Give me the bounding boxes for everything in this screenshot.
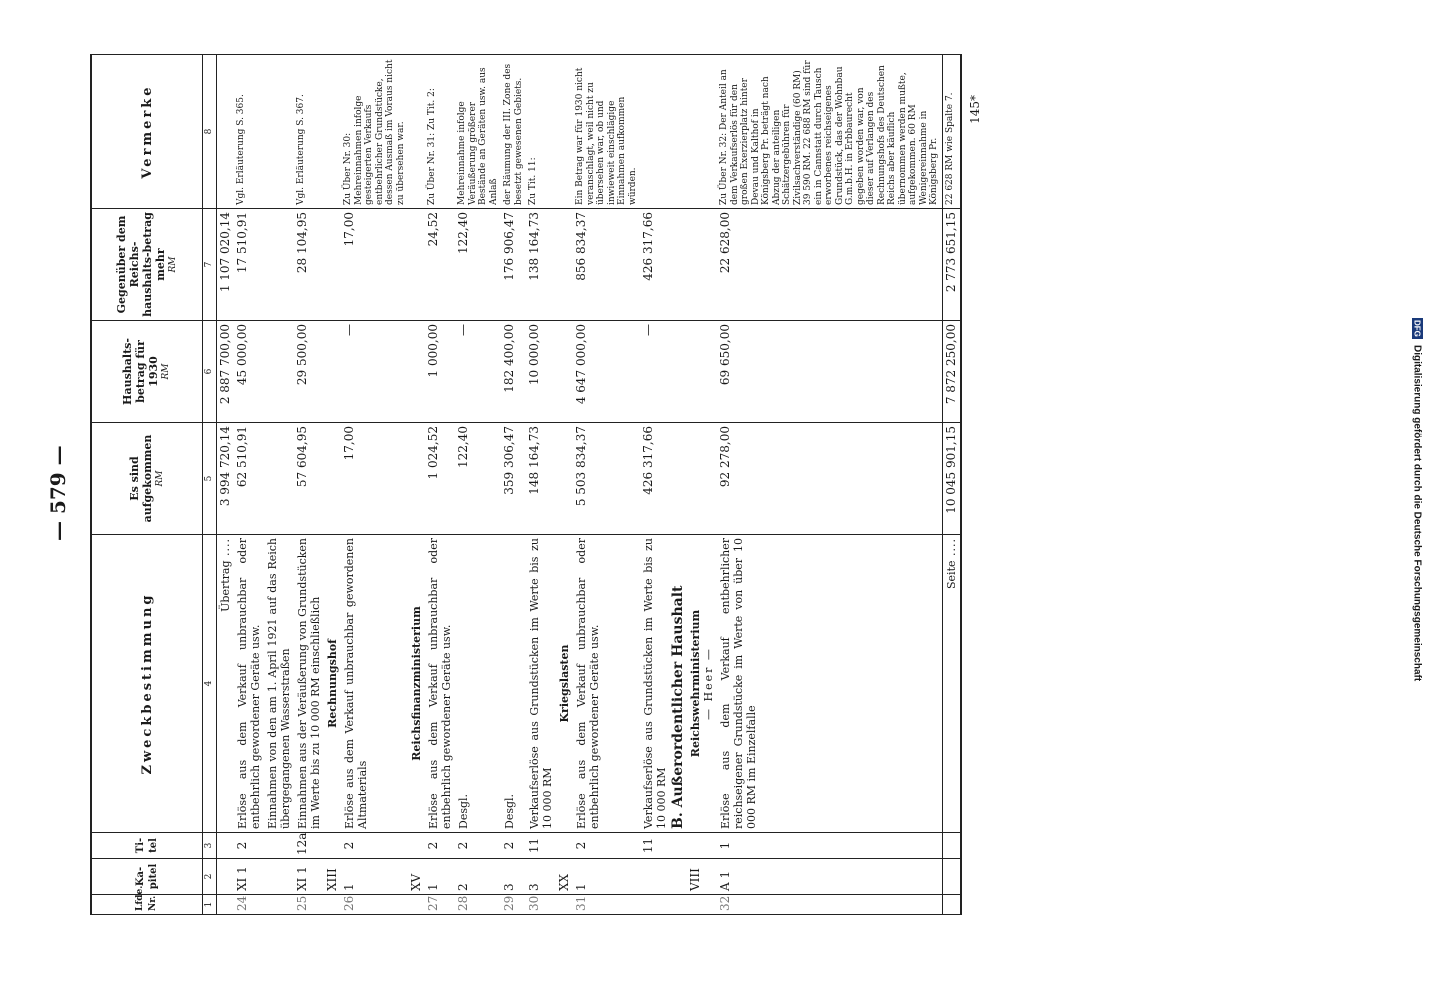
col-number: 8 [203, 55, 217, 209]
header-lfde-nr: Lfde. Nr. [91, 895, 203, 915]
table-row [264, 55, 294, 915]
row-titel: 2 [573, 833, 640, 859]
page-number: — 579 — [46, 445, 70, 541]
row-zweckbestimmung [455, 535, 501, 833]
row-number [670, 895, 687, 915]
col-number: 2 [203, 859, 217, 895]
row-titel: 12a [294, 833, 324, 859]
section-heading: B. Außerordentlicher Haushalt [670, 585, 686, 829]
row-aufgekommen: 148 164,73 [526, 423, 556, 535]
carry-label: Übertrag .... [217, 535, 235, 833]
row-mehr: 856 834,37 [573, 209, 640, 321]
ledger-table [90, 54, 962, 915]
row-aufgekommen [670, 423, 687, 535]
row-aufgekommen: 17,00 [341, 423, 408, 535]
row-remark [264, 55, 294, 209]
row-haushalt: 10 000,00 [526, 321, 556, 423]
table-row [455, 55, 501, 915]
row-haushalt: — [455, 321, 501, 423]
table-row [556, 55, 573, 915]
row-kapitel [640, 859, 670, 895]
row-aufgekommen [408, 423, 425, 535]
row-aufgekommen [324, 423, 341, 535]
header-haushaltsbetrag: Haushalts-betrag für 1930 RM [91, 321, 203, 423]
row-mehr [670, 209, 687, 321]
row-zweckbestimmung [341, 535, 408, 833]
row-remark: Zu Über Nr. 31: Zu Tit. 2: [425, 55, 455, 209]
row-mehr [687, 209, 717, 321]
row-kapitel: XI 1 [294, 859, 324, 895]
unit-label: RM [167, 256, 178, 273]
section-heading: Kriegslasten [558, 644, 571, 723]
row-haushalt: 4 647 000,00 [573, 321, 640, 423]
row-description: Desgl. [457, 793, 470, 829]
sum-haushalt: 7 872 250,00 [942, 321, 961, 423]
row-titel: 2 [455, 833, 501, 859]
row-description: Erlöse aus dem Verkauf unbrauchbar gewordenen Altmaterials [343, 538, 369, 829]
row-remark [670, 55, 687, 209]
col-number: 6 [203, 321, 217, 423]
row-zweckbestimmung [526, 535, 556, 833]
row-number [324, 895, 341, 915]
row-mehr [264, 209, 294, 321]
row-number [556, 895, 573, 915]
row-kapitel: 1 [573, 859, 640, 895]
row-titel: 2 [341, 833, 408, 859]
row-number: 30 [526, 895, 556, 915]
row-description: Erlöse aus dem Verkauf unbrauchbar oder entbehrlich gewordener Geräte usw. [575, 538, 601, 829]
row-haushalt [324, 321, 341, 423]
row-description: Erlöse aus dem Verkauf unbrauchbar oder entbehrlich gewordener Geräte usw. [236, 538, 262, 829]
table-row [408, 55, 425, 915]
row-description: Erlöse aus dem Verkauf unbrauchbar oder entbehrlich gewordener Geräte usw. [427, 538, 453, 829]
row-aufgekommen [556, 423, 573, 535]
row-zweckbestimmung [294, 535, 324, 833]
section-heading: Rechnungshof [326, 639, 339, 728]
row-remark: Mehreinnahme infolge Veräußerung größerer Bestände an Geräten usw. aus Anlaß [455, 55, 501, 209]
table-row [425, 55, 455, 915]
row-haushalt: 29 500,00 [294, 321, 324, 423]
row-remark [324, 55, 341, 209]
row-mehr: 28 104,95 [294, 209, 324, 321]
row-remark: Zu Tit. 11: [526, 55, 556, 209]
row-titel: 11 [526, 833, 556, 859]
col-number: 7 [203, 209, 217, 321]
row-mehr: 17 510,91 [234, 209, 264, 321]
row-number: 26 [341, 895, 408, 915]
sum-aufgekommen: 10 045 901,15 [942, 423, 961, 535]
row-zweckbestimmung [556, 535, 573, 833]
carry-mehr: 1 107 020,14 [217, 209, 235, 321]
table-row [526, 55, 556, 915]
row-kapitel: 3 [501, 859, 526, 895]
row-aufgekommen: 92 278,00 [717, 423, 942, 535]
row-zweckbestimmung [687, 535, 717, 833]
table-row [573, 55, 640, 915]
carry-haushalt: 2 887 700,00 [217, 321, 235, 423]
row-titel [670, 833, 687, 859]
row-aufgekommen: 426 317,66 [640, 423, 670, 535]
carry-row [217, 55, 235, 915]
row-titel [264, 833, 294, 859]
row-remark: Vgl. Erläuterung S. 367. [294, 55, 324, 209]
unit-label: RM [154, 470, 165, 487]
subsection-heading: — Heer — [702, 647, 715, 720]
unit-label: RM [161, 363, 171, 380]
row-haushalt: — [640, 321, 670, 423]
row-mehr: 17,00 [341, 209, 408, 321]
sum-row [942, 55, 961, 915]
carry-aufgekommen: 3 994 720,14 [217, 423, 235, 535]
ledger-rows [234, 55, 942, 915]
row-haushalt [408, 321, 425, 423]
row-zweckbestimmung [408, 535, 425, 833]
row-zweckbestimmung [640, 535, 670, 833]
rotated-page [90, 55, 1350, 915]
row-mehr: 122,40 [455, 209, 501, 321]
table-row [341, 55, 408, 915]
row-haushalt [556, 321, 573, 423]
row-remark [687, 55, 717, 209]
row-aufgekommen: 1 024,52 [425, 423, 455, 535]
sum-label: Seite .... [942, 535, 961, 833]
table-row [324, 55, 341, 915]
row-remark [556, 55, 573, 209]
digitization-stamp [1400, 0, 1434, 1000]
row-mehr: 138 164,73 [526, 209, 556, 321]
row-zweckbestimmung [324, 535, 341, 833]
row-description: Verkaufserlöse aus Grundstücken im Werte bis zu 10 000 RM [642, 538, 668, 829]
row-kapitel [670, 859, 687, 895]
row-number: 28 [455, 895, 501, 915]
row-aufgekommen: 359 306,47 [501, 423, 526, 535]
row-aufgekommen [264, 423, 294, 535]
row-kapitel: 1 [341, 859, 408, 895]
row-zweckbestimmung [717, 535, 942, 833]
row-haushalt: — [341, 321, 408, 423]
row-aufgekommen [687, 423, 717, 535]
header-vermerke: Vermerke [91, 55, 203, 209]
row-mehr [324, 209, 341, 321]
row-kapitel: 1 [425, 859, 455, 895]
row-kapitel: XIII [324, 859, 341, 895]
row-mehr [408, 209, 425, 321]
row-mehr: 22 628,00 [717, 209, 942, 321]
table-row [294, 55, 324, 915]
row-mehr: 176 906,47 [501, 209, 526, 321]
row-aufgekommen: 122,40 [455, 423, 501, 535]
row-kapitel [264, 859, 294, 895]
row-titel: 11 [640, 833, 670, 859]
row-remark: der Räumung der III. Zone des besetzt gewesenen Gebiets. [501, 55, 526, 209]
row-number: 27 [425, 895, 455, 915]
header-kapitel: Ka-pitel [91, 859, 203, 895]
row-description: Einnahmen aus der Veräußerung von Grundstücken im Werte bis zu 10 000 RM einschließlich [296, 538, 322, 829]
col-number: 5 [203, 423, 217, 535]
col-number: 1 [203, 895, 217, 915]
row-haushalt [687, 321, 717, 423]
row-description: Verkaufserlöse aus Grundstücken im Werte bis zu 10 000 RM [528, 538, 554, 829]
row-kapitel: VIII [687, 859, 717, 895]
header-mehr: Gegenüber dem Reichs-haushalts-betrag mehr RM [91, 209, 203, 321]
row-titel [687, 833, 717, 859]
row-zweckbestimmung [501, 535, 526, 833]
row-titel [324, 833, 341, 859]
row-kapitel: XI 1 [234, 859, 264, 895]
row-number: 25 [294, 895, 324, 915]
row-aufgekommen: 5 503 834,37 [573, 423, 640, 535]
col-number: 3 [203, 833, 217, 859]
row-remark: Zu Über Nr. 32: Der Anteil an dem Verkaufserlös für den großen Exerzierplatz hinter Devau und Kalthof in Königsberg Pr. beträgt nach Abzug der anteiligen Schätzergebühren für Zivilsachverständige (60 RM) 39 590 RM. 22 688 RM sind für ein in Cannstatt durch Tausch erworbenes reichseigenes Grundstück, das der Wohnbau G.m.b.H. in Erbbaurecht gegeben worden war, von dieser auf Verlangen des Rechnungshofs des Deutschen Reichs aber käuflich übernommen werden mußte, aufgekommen. 60 RM Wenigereinnahme in Königsberg Pr. [717, 55, 942, 209]
row-aufgekommen: 62 510,91 [234, 423, 264, 535]
row-number [687, 895, 717, 915]
row-remark: Vgl. Erläuterung S. 365. [234, 55, 264, 209]
header-aufgekommen: Es sind aufgekommen RM [91, 423, 203, 535]
row-kapitel: XX [556, 859, 573, 895]
row-kapitel: A 1 [717, 859, 942, 895]
row-kapitel: 2 [455, 859, 501, 895]
sum-remark: 22 628 RM wie Spalte 7. [942, 55, 961, 209]
row-remark: Ein Betrag war für 1930 nicht veranschlagt, weil nicht zu übersehen war, ob und inwieweit einschlägige Einnahmen aufkommen würden. [573, 55, 640, 209]
row-zweckbestimmung [264, 535, 294, 833]
header-titel: Ti-tel [91, 833, 203, 859]
row-number: 29 [501, 895, 526, 915]
row-number [640, 895, 670, 915]
table-row [670, 55, 687, 915]
row-zweckbestimmung [573, 535, 640, 833]
row-number [264, 895, 294, 915]
row-aufgekommen: 57 604,95 [294, 423, 324, 535]
section-heading: Reichswehrministerium [689, 609, 702, 758]
row-titel: 2 [234, 833, 264, 859]
table-row [234, 55, 264, 915]
row-haushalt [264, 321, 294, 423]
dfg-logo: DFG [1412, 320, 1422, 338]
header-zweckbestimmung: Zweckbestimmung [91, 535, 203, 833]
row-titel: 2 [425, 833, 455, 859]
row-number [408, 895, 425, 915]
stamp-text: Digitalisierung gefördert durch die Deutsche Forschungsgemeinschaft [1411, 345, 1423, 682]
column-number-row [203, 55, 217, 915]
sum-mehr: 2 773 651,15 [942, 209, 961, 321]
row-description: Erlöse aus dem Verkauf entbehrlicher reichseigener Grundstücke im Werte von über 10 000 RM im Einzelfalle [719, 538, 758, 829]
row-description: Desgl. [503, 793, 516, 829]
table-row [687, 55, 717, 915]
row-titel: 2 [501, 833, 526, 859]
footer-mark: 145* [967, 95, 982, 124]
row-titel [408, 833, 425, 859]
row-kapitel: XV [408, 859, 425, 895]
row-number: 32 [717, 895, 942, 915]
row-remark [640, 55, 670, 209]
row-remark [408, 55, 425, 209]
row-number: 31 [573, 895, 640, 915]
row-titel: 1 [717, 833, 942, 859]
col-number: 4 [203, 535, 217, 833]
row-haushalt: 45 000,00 [234, 321, 264, 423]
row-haushalt: 69 650,00 [717, 321, 942, 423]
row-mehr [556, 209, 573, 321]
row-haushalt [670, 321, 687, 423]
row-mehr: 426 317,66 [640, 209, 670, 321]
row-zweckbestimmung [234, 535, 264, 833]
row-zweckbestimmung [425, 535, 455, 833]
row-haushalt: 182 400,00 [501, 321, 526, 423]
row-description: Einnahmen von den am 1. April 1921 auf das Reich übergegangenen Wasserstraßen [266, 538, 292, 829]
row-titel [556, 833, 573, 859]
table-row [717, 55, 942, 915]
table-row [501, 55, 526, 915]
row-haushalt: 1 000,00 [425, 321, 455, 423]
row-remark: Zu Über Nr. 30: Mehreinnahmen infolge gesteigerten Verkaufs entbehrlicher Grundstücke, dessen Ausmaß im Voraus nicht zu übersehen war. [341, 55, 408, 209]
row-mehr: 24,52 [425, 209, 455, 321]
row-number: 24 [234, 895, 264, 915]
section-heading: Reichsfinanzministerium [410, 606, 423, 761]
table-row [640, 55, 670, 915]
header-row [91, 55, 203, 915]
row-zweckbestimmung [670, 535, 687, 833]
row-kapitel: 3 [526, 859, 556, 895]
